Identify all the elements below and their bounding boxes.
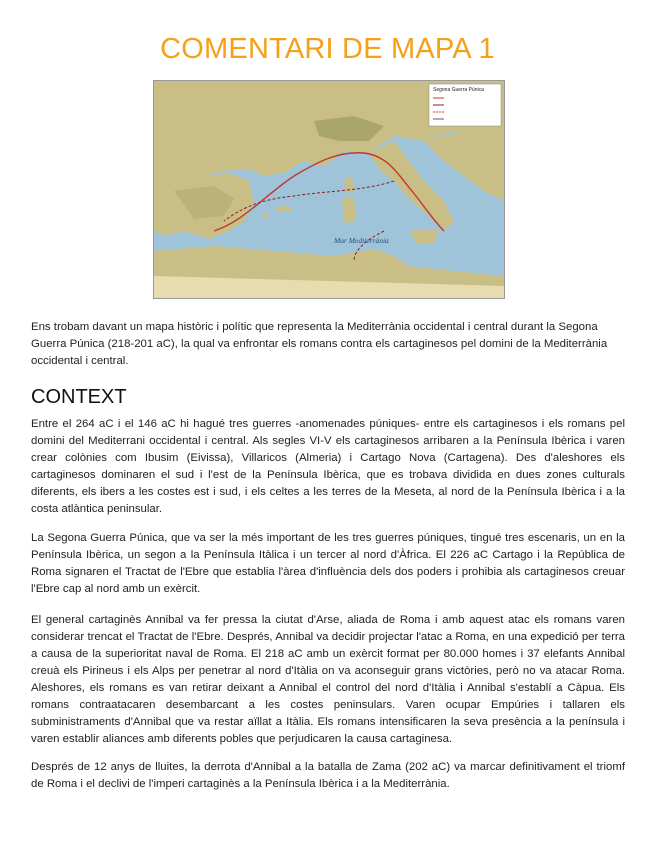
- context-paragraph-2: La Segona Guerra Púnica, que va ser la més important de les tres guerres púniques, tingué tres escenaris, un en la Península Ibèrica, un segon a la Península Itàlica i un tercer al nord d'Àfrica. El 226 aC Cartago i la República de Roma signaren el Tractat de l'Ebre que establia l'àrea d'influència dels dos poders i prohibia als cartaginesos creuar l'Ebre cap al nord amb un exèrcit.: [31, 532, 625, 595]
- page-title: COMENTARI DE MAPA 1: [160, 33, 495, 65]
- second-punic-war-map: [154, 81, 504, 298]
- context-paragraph-3: El general cartaginès Annibal va fer pressa la ciutat d'Arse, aliada de Roma i amb aquest atac els romans varen considerar trencat el Tractat de l'Ebre. Després, Annibal va decidir projectar l'atac a Roma, en una expedició per terra a causa de la superioritat naval de Roma. El 218 aC amb un exèrcit format per 80.000 homes i 37 elefants Annibal creuà els Pirineus i els Alps per penetrar al nord d'Itàlia on va aconseguir grans victòries, però no va atacar Roma. Aleshores, els romans es van retirar deixant a Annibal el control del nord d'Itàlia i Annibal s'establí a Càpua. Els romans contraatacaren desembarcant a les costes peninsulars. Varen ocupar Empúries i tallaren els subministraments d'Annibal que va restar aïllat a Itàlia. Els romans intensificaren la seva presència a la península i varen establir aliances amb diferents pobles que perjudicaren la causa cartaginesa.: [31, 614, 625, 745]
- section-title-context: CONTEXT: [31, 386, 127, 408]
- map-sea-label: Mar Mediterrània: [334, 236, 389, 245]
- historical-map-image: [153, 80, 505, 299]
- intro-paragraph: Ens trobam davant un mapa històric i polític que representa la Mediterrània occidental i central durant la Segona Guerra Púnica (218-201 aC), la qual va enfrontar els romans contra els cartaginesos pel domini de la Mediterrània occidental i central.: [31, 321, 608, 367]
- context-paragraph-1: Entre el 264 aC i el 146 aC hi hagué tres guerres -anomenades púniques- entre els cartaginesos i els romans pel domini del Mediterrani occidental i central. Als segles VI-V els cartaginesos arribaren a la Península Ibèrica i varen crear colònies com Ibusim (Eivissa), Villaricos (Almeria) i Cartago Nova (Cartagena). Des d'aleshores els cartaginesos dominaren el sud i l'est de la Península Ibèrica, que es trobava dividida en dues zones culturals diferents, els ibers a les costes est i sud, i els celtes a les terres de la Meseta, al nord de la Península Ibèrica i a la costa atlàntica peninsular.: [31, 418, 625, 515]
- context-paragraph-4: Després de 12 anys de lluites, la derrota d'Annibal a la batalla de Zama (202 aC) va marcar definitivament el triomf de Roma i el declivi de l'imperi cartaginès a la Península Ibèrica i a la Mediterrània.: [31, 761, 625, 790]
- map-legend-title: Segona Guerra Púnica: [433, 87, 484, 93]
